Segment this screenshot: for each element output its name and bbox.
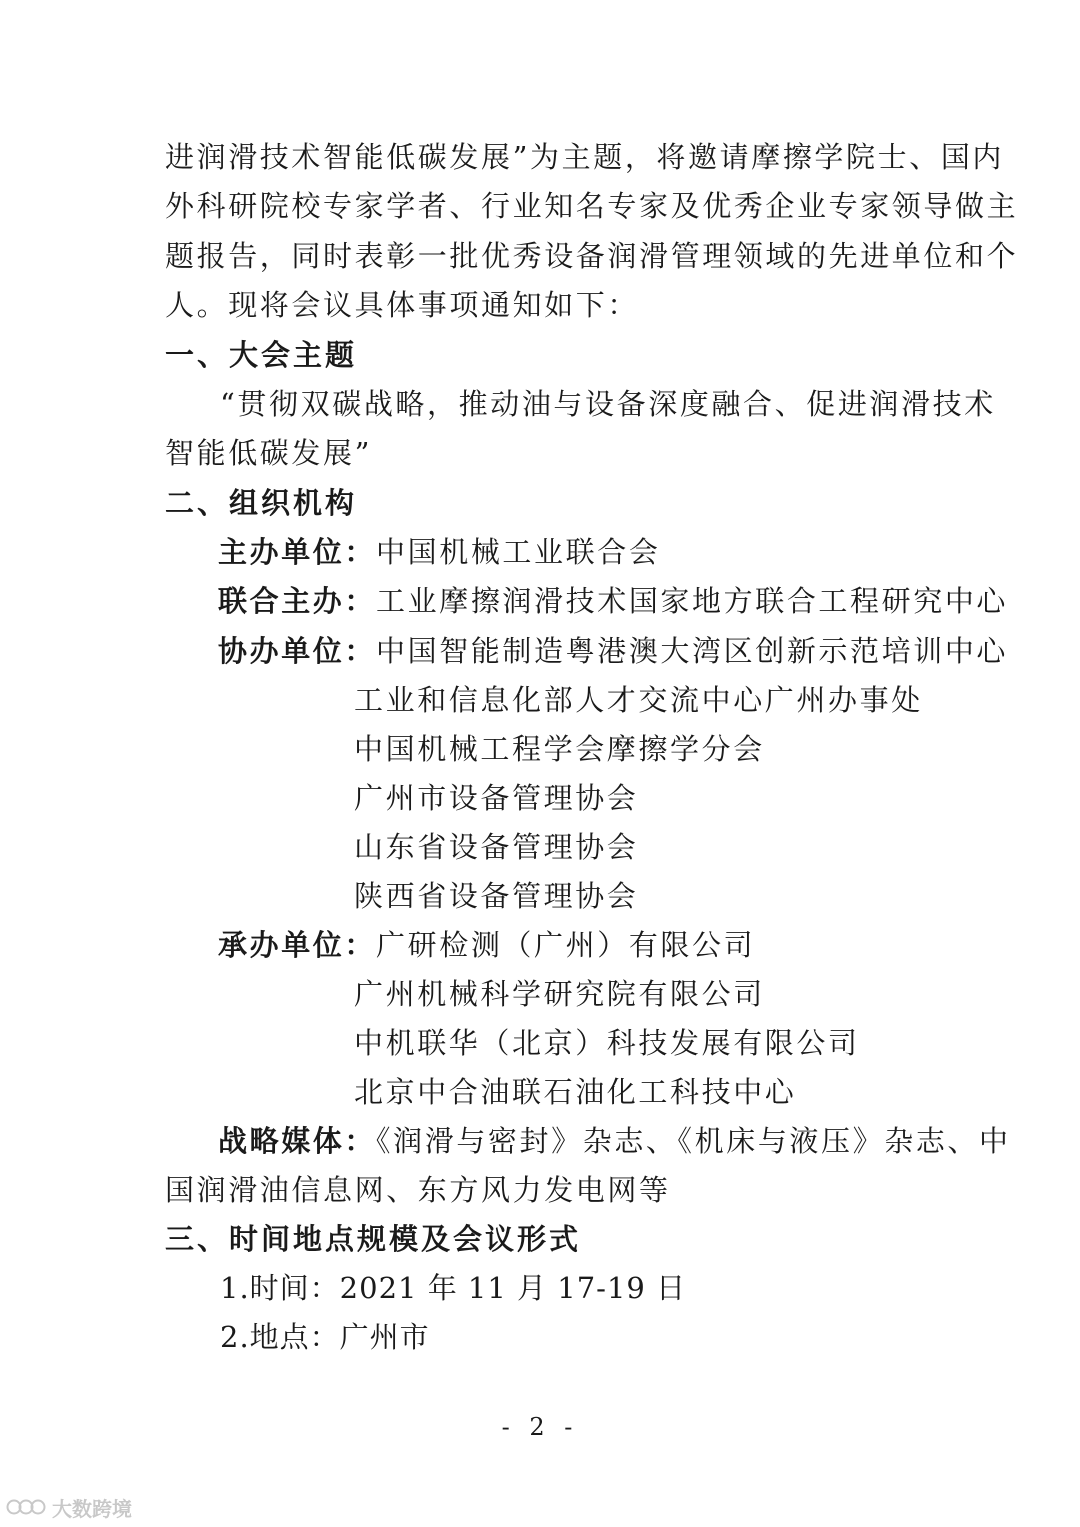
supporter-item: 山东省设备管理协会 [354,830,639,864]
supporter-item: 中国智能制造粤港澳大湾区创新示范培训中心 [376,634,1009,668]
organizer-item: 中机联华（北京）科技发展有限公司 [354,1026,860,1060]
host-value: 中国机械工业联合会 [376,535,661,569]
theme-line-2: 智能低碳发展” [165,436,373,470]
watermark [6,1492,132,1522]
supporter-item: 工业和信息化部人才交流中心广州办事处 [354,683,923,717]
page-number: - 2 - [501,1413,579,1441]
organizer-item: 广州机械科学研究院有限公司 [354,977,765,1011]
supporter-item: 中国机械工程学会摩擦学分会 [354,732,765,766]
host-row [218,532,978,572]
media-label: 战略媒体： [218,1124,377,1158]
support-row [218,631,1009,671]
intro-line-4: 人。现将会议具体事项通知如下： [165,288,640,322]
organizer-label: 承办单位： [218,928,377,962]
organizer-row [218,925,978,965]
place-line: 2.地点：广州市 [220,1320,430,1354]
watermark-text: 大数跨境 [52,1496,132,1521]
intro-line-2: 外科研院校专家学者、行业知名专家及优秀企业专家领导做主 [165,189,1019,223]
organizer-item: 广研检测（广州）有限公司 [376,928,756,962]
media-row [218,1121,1011,1161]
supporter-item: 陕西省设备管理协会 [354,879,639,913]
media-line-2: 国润滑油信息网、东方风力发电网等 [165,1173,671,1207]
media-line-1: 《润滑与密封》杂志、《机床与液压》杂志、中 [376,1124,1011,1158]
intro-line-3: 题报告，同时表彰一批优秀设备润滑管理领域的先进单位和个 [165,239,1019,273]
section-2-heading: 二、组织机构 [165,486,358,520]
organizer-item: 北京中合油联石油化工科技中心 [354,1075,797,1109]
section-1-heading: 一、大会主题 [165,338,358,372]
section-3-heading: 三、时间地点规模及会议形式 [165,1222,582,1256]
theme-line-1: “贯彻双碳战略，推动油与设备深度融合、促进润滑技术 [220,387,996,421]
host-label: 主办单位： [218,535,377,569]
time-line: 1.时间：2021 年 11 月 17-19 日 [220,1271,687,1305]
supporter-item: 广州市设备管理协会 [354,781,639,815]
cohost-row [218,581,1009,621]
intro-line-1: 进润滑技术智能低碳发展”为主题，将邀请摩擦学院士、国内 [165,140,1005,174]
cohost-label: 联合主办： [218,584,377,618]
cohost-value: 工业摩擦润滑技术国家地方联合工程研究中心 [376,584,1009,618]
logo-icon [6,1496,46,1518]
support-label: 协办单位： [218,634,377,668]
